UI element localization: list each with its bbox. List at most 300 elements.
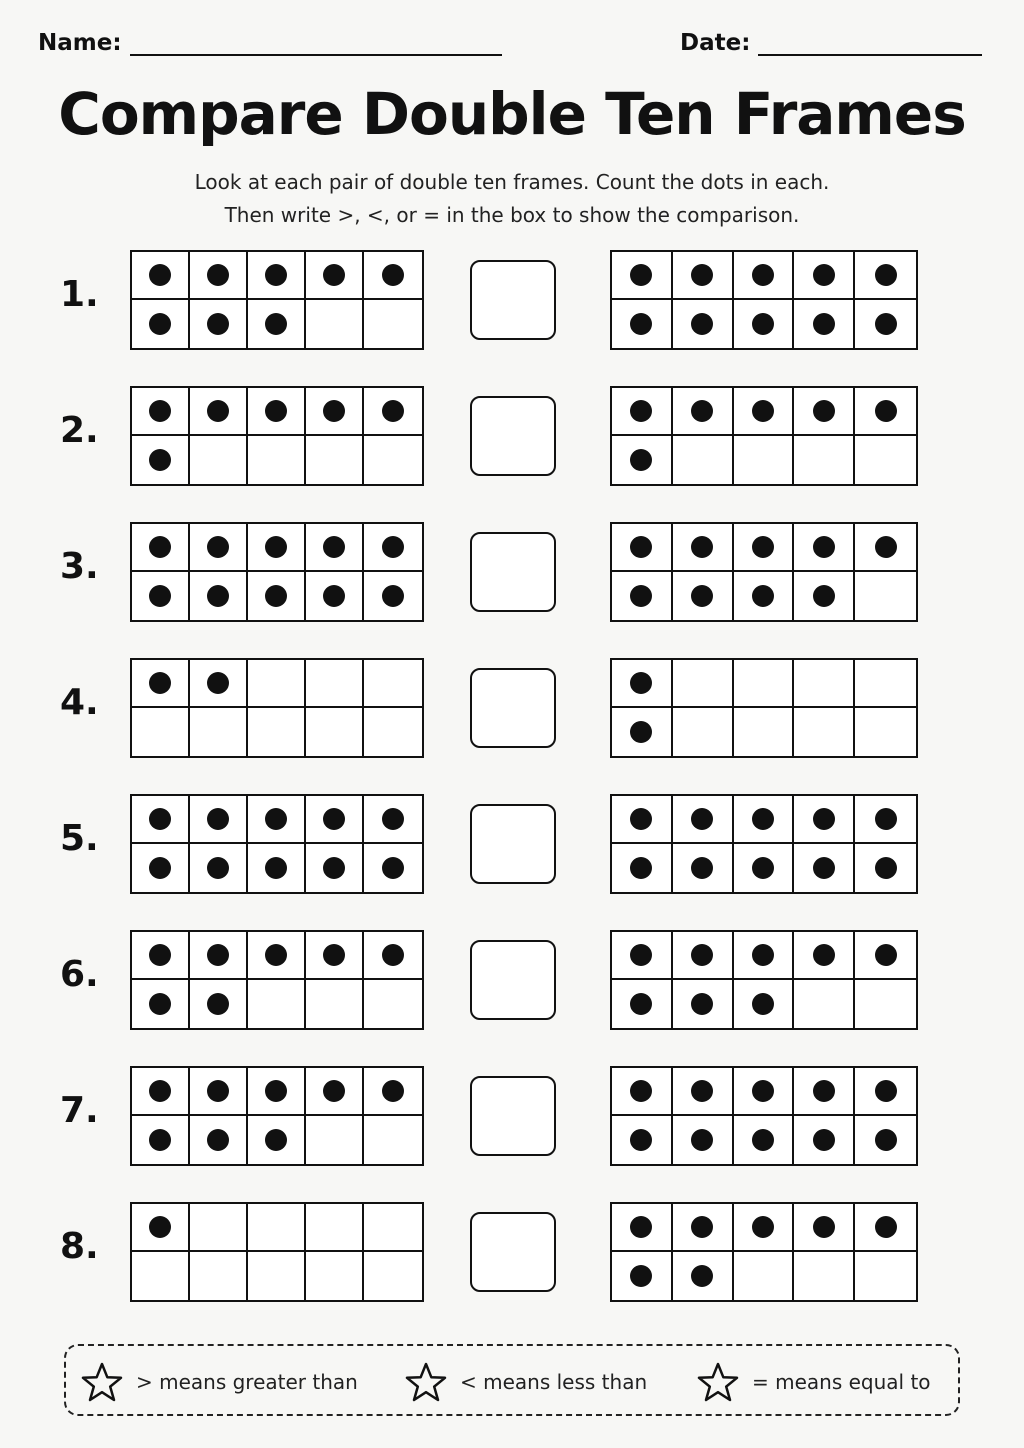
counter-dot bbox=[691, 1080, 713, 1102]
frame-cell bbox=[612, 572, 673, 620]
counter-dot bbox=[875, 313, 897, 335]
counter-dot bbox=[691, 1216, 713, 1238]
counter-dot bbox=[630, 857, 652, 879]
frame-cell bbox=[794, 980, 855, 1028]
frame-cell bbox=[673, 980, 734, 1028]
frame-cell bbox=[248, 572, 306, 620]
frame-cell bbox=[612, 980, 673, 1028]
frame-cell bbox=[190, 572, 248, 620]
frame-cell bbox=[794, 436, 855, 484]
star-icon bbox=[80, 1361, 124, 1403]
counter-dot bbox=[752, 1129, 774, 1151]
counter-dot bbox=[813, 536, 835, 558]
frame-cell bbox=[612, 252, 673, 300]
counter-dot bbox=[149, 536, 171, 558]
answer-box[interactable] bbox=[470, 1076, 556, 1156]
answer-box[interactable] bbox=[470, 1212, 556, 1292]
counter-dot bbox=[630, 264, 652, 286]
frame-cell bbox=[248, 660, 306, 708]
frame-cell bbox=[673, 708, 734, 756]
counter-dot bbox=[149, 672, 171, 694]
problem-number: 4. bbox=[60, 682, 99, 723]
frame-cell bbox=[364, 388, 422, 436]
frame-cell bbox=[612, 1204, 673, 1252]
frame-cell bbox=[190, 796, 248, 844]
frame-cell bbox=[364, 660, 422, 708]
left-ten-frame bbox=[130, 1202, 424, 1302]
right-ten-frame bbox=[610, 1202, 918, 1302]
frame-cell bbox=[306, 252, 364, 300]
counter-dot bbox=[752, 264, 774, 286]
left-ten-frame bbox=[130, 930, 424, 1030]
counter-dot bbox=[875, 944, 897, 966]
star-icon bbox=[696, 1361, 740, 1403]
frame-cell bbox=[734, 1252, 795, 1300]
frame-cell bbox=[855, 1252, 916, 1300]
frame-cell bbox=[190, 300, 248, 348]
counter-dot bbox=[752, 944, 774, 966]
frame-cell bbox=[190, 708, 248, 756]
frame-cell bbox=[306, 1252, 364, 1300]
name-label: Name: bbox=[38, 30, 122, 56]
frame-cell bbox=[855, 660, 916, 708]
left-ten-frame bbox=[130, 1066, 424, 1166]
frame-cell bbox=[612, 1068, 673, 1116]
frame-cell bbox=[673, 436, 734, 484]
counter-dot bbox=[382, 536, 404, 558]
frame-cell bbox=[132, 252, 190, 300]
problem-number: 5. bbox=[60, 818, 99, 859]
frame-cell bbox=[248, 1252, 306, 1300]
frame-cell bbox=[132, 1252, 190, 1300]
counter-dot bbox=[813, 857, 835, 879]
counter-dot bbox=[265, 808, 287, 830]
frame-cell bbox=[364, 572, 422, 620]
counter-dot bbox=[382, 1080, 404, 1102]
frame-cell bbox=[190, 980, 248, 1028]
frame-cell bbox=[306, 572, 364, 620]
answer-box[interactable] bbox=[470, 532, 556, 612]
frame-cell bbox=[794, 1252, 855, 1300]
counter-dot bbox=[875, 808, 897, 830]
counter-dot bbox=[265, 1129, 287, 1151]
legend-box bbox=[64, 1344, 960, 1416]
counter-dot bbox=[323, 1080, 345, 1102]
counter-dot bbox=[207, 585, 229, 607]
frame-cell bbox=[794, 388, 855, 436]
page-title: Compare Double Ten Frames bbox=[58, 80, 966, 148]
right-ten-frame bbox=[610, 1066, 918, 1166]
counter-dot bbox=[630, 1265, 652, 1287]
counter-dot bbox=[813, 264, 835, 286]
frame-cell bbox=[364, 1068, 422, 1116]
counter-dot bbox=[875, 1129, 897, 1151]
frame-cell bbox=[734, 300, 795, 348]
frame-cell bbox=[132, 1068, 190, 1116]
problem-number: 6. bbox=[60, 954, 99, 995]
frame-cell bbox=[248, 388, 306, 436]
frame-cell bbox=[673, 1252, 734, 1300]
problem-row bbox=[0, 1202, 1024, 1304]
right-ten-frame bbox=[610, 386, 918, 486]
frame-cell bbox=[855, 796, 916, 844]
frame-cell bbox=[132, 932, 190, 980]
frame-cell bbox=[190, 1204, 248, 1252]
frame-cell bbox=[734, 932, 795, 980]
frame-cell bbox=[612, 932, 673, 980]
problem-row bbox=[0, 386, 1024, 488]
frame-cell bbox=[306, 708, 364, 756]
counter-dot bbox=[323, 585, 345, 607]
right-ten-frame bbox=[610, 522, 918, 622]
problem-row bbox=[0, 794, 1024, 896]
frame-cell bbox=[306, 524, 364, 572]
counter-dot bbox=[630, 1216, 652, 1238]
counter-dot bbox=[207, 1129, 229, 1151]
problem-number: 1. bbox=[60, 274, 99, 315]
frame-cell bbox=[794, 524, 855, 572]
frame-cell bbox=[794, 1068, 855, 1116]
frame-cell bbox=[794, 572, 855, 620]
counter-dot bbox=[207, 944, 229, 966]
frame-cell bbox=[364, 300, 422, 348]
frame-cell bbox=[794, 708, 855, 756]
frame-cell bbox=[612, 796, 673, 844]
problem-number: 2. bbox=[60, 410, 99, 451]
frame-cell bbox=[673, 252, 734, 300]
frame-cell bbox=[132, 844, 190, 892]
counter-dot bbox=[875, 400, 897, 422]
counter-dot bbox=[752, 1080, 774, 1102]
name-field[interactable] bbox=[38, 30, 502, 56]
name-line[interactable] bbox=[130, 34, 502, 56]
counter-dot bbox=[630, 672, 652, 694]
counter-dot bbox=[149, 264, 171, 286]
instruction-line-2: Then write >, <, or = in the box to show the comparison. bbox=[224, 203, 800, 227]
frame-cell bbox=[673, 388, 734, 436]
left-ten-frame bbox=[130, 522, 424, 622]
frame-cell bbox=[190, 388, 248, 436]
right-ten-frame bbox=[610, 930, 918, 1030]
legend-item bbox=[404, 1362, 647, 1402]
counter-dot bbox=[630, 944, 652, 966]
star-icon bbox=[404, 1361, 448, 1403]
counter-dot bbox=[323, 857, 345, 879]
frame-cell bbox=[190, 932, 248, 980]
counter-dot bbox=[149, 1129, 171, 1151]
counter-dot bbox=[691, 857, 713, 879]
frame-cell bbox=[132, 980, 190, 1028]
frame-cell bbox=[855, 572, 916, 620]
counter-dot bbox=[752, 1216, 774, 1238]
counter-dot bbox=[813, 400, 835, 422]
frame-cell bbox=[734, 436, 795, 484]
frame-cell bbox=[132, 660, 190, 708]
date-field[interactable] bbox=[680, 30, 982, 56]
frame-cell bbox=[306, 796, 364, 844]
frame-cell bbox=[248, 844, 306, 892]
counter-dot bbox=[875, 536, 897, 558]
counter-dot bbox=[207, 400, 229, 422]
date-label: Date: bbox=[680, 30, 751, 56]
frame-cell bbox=[794, 844, 855, 892]
frame-cell bbox=[364, 980, 422, 1028]
counter-dot bbox=[813, 1216, 835, 1238]
frame-cell bbox=[364, 932, 422, 980]
problem-number: 7. bbox=[60, 1090, 99, 1131]
frame-cell bbox=[855, 708, 916, 756]
counter-dot bbox=[813, 313, 835, 335]
frame-cell bbox=[364, 252, 422, 300]
counter-dot bbox=[265, 536, 287, 558]
counter-dot bbox=[265, 857, 287, 879]
left-ten-frame bbox=[130, 658, 424, 758]
frame-cell bbox=[855, 980, 916, 1028]
frame-cell bbox=[306, 1116, 364, 1164]
legend-text: < means less than bbox=[460, 1370, 648, 1394]
counter-dot bbox=[323, 400, 345, 422]
counter-dot bbox=[149, 1216, 171, 1238]
counter-dot bbox=[691, 264, 713, 286]
counter-dot bbox=[149, 808, 171, 830]
left-ten-frame bbox=[130, 250, 424, 350]
counter-dot bbox=[630, 585, 652, 607]
frame-cell bbox=[794, 1116, 855, 1164]
legend-item bbox=[696, 1362, 931, 1402]
answer-box[interactable] bbox=[470, 668, 556, 748]
counter-dot bbox=[382, 944, 404, 966]
frame-cell bbox=[132, 300, 190, 348]
counter-dot bbox=[382, 857, 404, 879]
counter-dot bbox=[207, 857, 229, 879]
frame-cell bbox=[855, 300, 916, 348]
counter-dot bbox=[875, 1216, 897, 1238]
counter-dot bbox=[630, 1080, 652, 1102]
left-ten-frame bbox=[130, 794, 424, 894]
frame-cell bbox=[855, 844, 916, 892]
counter-dot bbox=[265, 944, 287, 966]
frame-cell bbox=[673, 1204, 734, 1252]
counter-dot bbox=[630, 449, 652, 471]
frame-cell bbox=[248, 932, 306, 980]
frame-cell bbox=[190, 1068, 248, 1116]
counter-dot bbox=[752, 857, 774, 879]
frame-cell bbox=[306, 660, 364, 708]
frame-cell bbox=[734, 572, 795, 620]
frame-cell bbox=[364, 708, 422, 756]
frame-cell bbox=[612, 844, 673, 892]
frame-cell bbox=[306, 388, 364, 436]
frame-cell bbox=[794, 300, 855, 348]
counter-dot bbox=[323, 944, 345, 966]
frame-cell bbox=[855, 436, 916, 484]
answer-box[interactable] bbox=[470, 260, 556, 340]
counter-dot bbox=[207, 808, 229, 830]
frame-cell bbox=[190, 1116, 248, 1164]
problem-row bbox=[0, 1066, 1024, 1168]
frame-cell bbox=[734, 844, 795, 892]
frame-cell bbox=[734, 524, 795, 572]
counter-dot bbox=[207, 993, 229, 1015]
frame-cell bbox=[132, 572, 190, 620]
counter-dot bbox=[382, 400, 404, 422]
frame-cell bbox=[855, 388, 916, 436]
counter-dot bbox=[265, 1080, 287, 1102]
frame-cell bbox=[673, 660, 734, 708]
frame-cell bbox=[248, 1116, 306, 1164]
counter-dot bbox=[691, 400, 713, 422]
frame-cell bbox=[734, 708, 795, 756]
frame-cell bbox=[794, 1204, 855, 1252]
counter-dot bbox=[265, 400, 287, 422]
frame-cell bbox=[306, 932, 364, 980]
frame-cell bbox=[306, 1204, 364, 1252]
frame-cell bbox=[855, 1068, 916, 1116]
frame-cell bbox=[855, 252, 916, 300]
counter-dot bbox=[691, 313, 713, 335]
frame-cell bbox=[132, 1204, 190, 1252]
frame-cell bbox=[612, 388, 673, 436]
counter-dot bbox=[752, 808, 774, 830]
frame-cell bbox=[855, 1116, 916, 1164]
frame-cell bbox=[248, 252, 306, 300]
frame-cell bbox=[673, 572, 734, 620]
frame-cell bbox=[734, 660, 795, 708]
counter-dot bbox=[323, 536, 345, 558]
frame-cell bbox=[612, 1116, 673, 1164]
counter-dot bbox=[149, 313, 171, 335]
frame-cell bbox=[132, 388, 190, 436]
frame-cell bbox=[734, 796, 795, 844]
frame-cell bbox=[364, 436, 422, 484]
counter-dot bbox=[691, 536, 713, 558]
frame-cell bbox=[734, 388, 795, 436]
legend-item bbox=[80, 1362, 358, 1402]
counter-dot bbox=[691, 993, 713, 1015]
counter-dot bbox=[265, 264, 287, 286]
frame-cell bbox=[612, 300, 673, 348]
frame-cell bbox=[855, 1204, 916, 1252]
counter-dot bbox=[630, 993, 652, 1015]
counter-dot bbox=[149, 944, 171, 966]
frame-cell bbox=[306, 436, 364, 484]
frame-cell bbox=[248, 708, 306, 756]
counter-dot bbox=[323, 264, 345, 286]
frame-cell bbox=[190, 524, 248, 572]
frame-cell bbox=[364, 524, 422, 572]
frame-cell bbox=[306, 300, 364, 348]
frame-cell bbox=[248, 1068, 306, 1116]
instruction-line-1: Look at each pair of double ten frames. Count the dots in each. bbox=[194, 170, 830, 194]
counter-dot bbox=[207, 1080, 229, 1102]
counter-dot bbox=[265, 313, 287, 335]
counter-dot bbox=[149, 400, 171, 422]
counter-dot bbox=[813, 1129, 835, 1151]
counter-dot bbox=[382, 808, 404, 830]
legend-text: > means greater than bbox=[136, 1370, 358, 1394]
frame-cell bbox=[364, 796, 422, 844]
frame-cell bbox=[855, 524, 916, 572]
frame-cell bbox=[306, 844, 364, 892]
counter-dot bbox=[752, 993, 774, 1015]
counter-dot bbox=[149, 1080, 171, 1102]
frame-cell bbox=[190, 844, 248, 892]
frame-cell bbox=[190, 252, 248, 300]
counter-dot bbox=[630, 536, 652, 558]
counter-dot bbox=[752, 585, 774, 607]
problem-row bbox=[0, 250, 1024, 352]
frame-cell bbox=[612, 660, 673, 708]
frame-cell bbox=[794, 252, 855, 300]
frame-cell bbox=[612, 524, 673, 572]
frame-cell bbox=[673, 524, 734, 572]
frame-cell bbox=[248, 796, 306, 844]
frame-cell bbox=[673, 1068, 734, 1116]
counter-dot bbox=[875, 857, 897, 879]
counter-dot bbox=[149, 585, 171, 607]
frame-cell bbox=[734, 1116, 795, 1164]
frame-cell bbox=[364, 1204, 422, 1252]
frame-cell bbox=[794, 660, 855, 708]
frame-cell bbox=[734, 1068, 795, 1116]
right-ten-frame bbox=[610, 658, 918, 758]
counter-dot bbox=[207, 313, 229, 335]
frame-cell bbox=[612, 708, 673, 756]
counter-dot bbox=[813, 585, 835, 607]
counter-dot bbox=[752, 313, 774, 335]
frame-cell bbox=[248, 524, 306, 572]
counter-dot bbox=[630, 400, 652, 422]
problem-number: 3. bbox=[60, 546, 99, 587]
counter-dot bbox=[149, 857, 171, 879]
frame-cell bbox=[612, 436, 673, 484]
counter-dot bbox=[149, 449, 171, 471]
frame-cell bbox=[190, 436, 248, 484]
answer-box[interactable] bbox=[470, 940, 556, 1020]
counter-dot bbox=[323, 808, 345, 830]
left-ten-frame bbox=[130, 386, 424, 486]
counter-dot bbox=[813, 1080, 835, 1102]
counter-dot bbox=[382, 264, 404, 286]
answer-box[interactable] bbox=[470, 396, 556, 476]
legend-text: = means equal to bbox=[752, 1370, 931, 1394]
frame-cell bbox=[248, 980, 306, 1028]
counter-dot bbox=[207, 264, 229, 286]
counter-dot bbox=[207, 536, 229, 558]
date-line[interactable] bbox=[758, 34, 982, 56]
counter-dot bbox=[382, 585, 404, 607]
answer-box[interactable] bbox=[470, 804, 556, 884]
frame-cell bbox=[190, 1252, 248, 1300]
counter-dot bbox=[691, 808, 713, 830]
frame-cell bbox=[306, 1068, 364, 1116]
frame-cell bbox=[855, 932, 916, 980]
counter-dot bbox=[752, 400, 774, 422]
counter-dot bbox=[630, 808, 652, 830]
problem-row bbox=[0, 930, 1024, 1032]
counter-dot bbox=[813, 808, 835, 830]
frame-cell bbox=[673, 844, 734, 892]
frame-cell bbox=[190, 660, 248, 708]
right-ten-frame bbox=[610, 250, 918, 350]
frame-cell bbox=[132, 708, 190, 756]
problem-row bbox=[0, 522, 1024, 624]
counter-dot bbox=[691, 1129, 713, 1151]
counter-dot bbox=[813, 944, 835, 966]
problem-row bbox=[0, 658, 1024, 760]
counter-dot bbox=[630, 313, 652, 335]
frame-cell bbox=[612, 1252, 673, 1300]
